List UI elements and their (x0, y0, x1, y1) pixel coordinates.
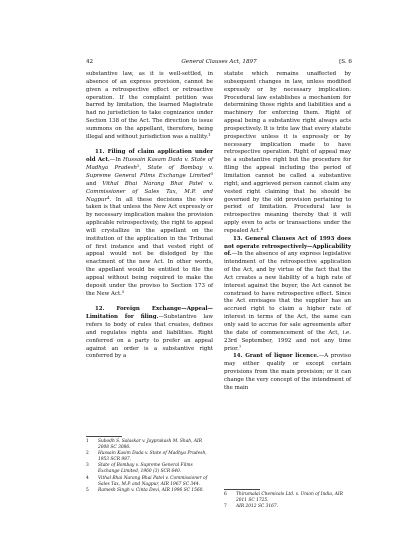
footnote: 7 AIR 2012 SC 3167. (224, 504, 279, 510)
section-heading: 14. Grant of liquor licence. (233, 353, 319, 360)
section-heading: 13. General Clauses Act of 1993 does not operate retrospectively—Applicability of. (224, 235, 351, 258)
left-column (86, 71, 213, 361)
running-title: General Clauses Act, 1897 (181, 59, 257, 65)
paragraph-continuation: substantive law, as it is well-settled, in absence of an express provision, cannot be given a retrospective effect or retroactive operation. If the complaint petition was barred by limitation, the learned Magistrate had no jurisdiction to take cognizance under Section 138 of the Act. The direction to issue summons on the appellant, therefore, being illegal and without jurisdiction was a nullity.$^1$ (86, 71, 213, 140)
footnote: 2 Hussain Kasim Dada v. State of Madhya Pradesh, 1953 SCR 987. (86, 451, 207, 463)
footnote: 6 Thirumalai Chemicals Ltd. v. Union of India, AIR 2011 SC 1725. (224, 492, 343, 504)
footnote-ref: 7 (238, 343, 242, 349)
page-number: 42 (86, 59, 94, 65)
section-heading: 11. Filing of claim application under old Act. (86, 149, 213, 164)
footnote-ref: 1 (208, 131, 211, 137)
footnote: 3 State of Bombay v. Supreme General Films Exchange Limited, 1960 (3) SCR 640. (86, 463, 193, 475)
paragraph-13: 13. General Clauses Act of 1993 does not operate retrospectively—Applicability of.—In the absence of any express legislative intendment of the retrospective application of the Act, and by virtue of the fact that the Act creates a new liability of a high rate of interest against the buyer, the Act cannot be construed to have retrospective effect. Since the Act envisages that the supplier has an accrued right to claim a higher rate of interest in terms of the Act, the same can only said to accrue for sale agreements after the date of commencement of the Act, i.e. 23rd September, 1992 and not any time prior.$^7$ (224, 235, 351, 352)
footnotes-left (86, 436, 213, 494)
section-marker: [S. 6 (339, 59, 352, 65)
footnote: 4 Vithal Bhai Narang Bhai Patel v. Commissioner of Sales Tax, M.P. and Nagpur, AIR 1967 SC 344. (86, 475, 208, 487)
footnote-ref: 6 (260, 225, 264, 231)
footnote: 1 Subodh S. Salaskar v. Jayprakash M. Shah, AIR 2008 SC 3086. (86, 439, 202, 451)
footnotes-right (224, 489, 351, 510)
case-name: State of Bombay v. Supreme General Films Exchange Limited (86, 165, 213, 179)
footnote-ref: 4 (107, 194, 110, 200)
footnote-ref: 5 (121, 288, 125, 294)
footnote: 5 Ramesh Singh v. Cinta Devi, AIR 1996 SC 1560. (86, 487, 204, 493)
right-column (224, 71, 351, 393)
footnote-rule (86, 436, 122, 437)
section-heading: 12. Foreign Exchange—Appeal—Limitation for filing. (86, 306, 213, 321)
paragraph-continuation: statute which remains unaffected by subsequent changes in law, unless modified expressly or by necessary implication. Procedural law establishes a mechanism for determining those rights and liabilities and a machinery for enforcing them. Right of appeal being a substantive right always acts prospectively. It is trite law that every statute prospective unless it is expressly or by necessary implication made to have retrospective operation. Right of appeal may be a substantive right but the procedure for filing the appeal including the period of limitation cannot be called a substantive right, and aggrieved person cannot claim any vested right claiming that he should be governed by the old provision pertaining to period of limitation. Procedural law is retrospective meaning thereby that it will apply even to acts or transactions under the repealed Act.$^6$ (224, 71, 351, 234)
case-name: Hussain Kasam Dada v. State of Madhya Pradesh (86, 157, 213, 172)
paragraph-14: 14. Grant of liquor licence.—A proviso may either qualify or except certain provisions from the main provision; or it can change the very concept of the intendment of the main (224, 353, 351, 391)
footnote-ref: 2 (137, 163, 140, 169)
footnote-rule (224, 489, 260, 490)
footnote-ref: 3 (210, 170, 213, 176)
paragraph-11: 11. Filing of claim application under old Act.—In Hussain Kasam Dada v. State of Madhya Pradesh$^2$, State of Bombay v. Supreme General Films Exchange Limited$^3$ and Vithal Bhai Narang Bhai Patel v. Commissioner of Sales Tax, M.P. and Nagpur$^4$. In all these decisions the view taken is that unless the New Act expressly or by necessary implication makes the provision applicable retrospectively, the right to appeal will crystallize in the appellant on the institution of the application in the Tribunal of first instance and that vested right of appeal would not be dislodged by the enactment of the new Act. In other words, the appellant would be entitled to file the appeal without being required to make the deposit under the proviso to Section 173 of the New Act.$^5$ (86, 149, 213, 297)
case-name: Vithal Bhai Narang Bhai Patel v. Commissioner of Sales Tax, M.P. and Nagpur (86, 180, 213, 203)
running-header (86, 57, 352, 67)
paragraph-12: 12. Foreign Exchange—Appeal—Limitation for filing.—Substantive law refers to body of rules that creates, defines and regulates rights and liabilities. Right conferred on a party to prefer an appeal against an order is a substantive right conferred by a (86, 306, 213, 360)
